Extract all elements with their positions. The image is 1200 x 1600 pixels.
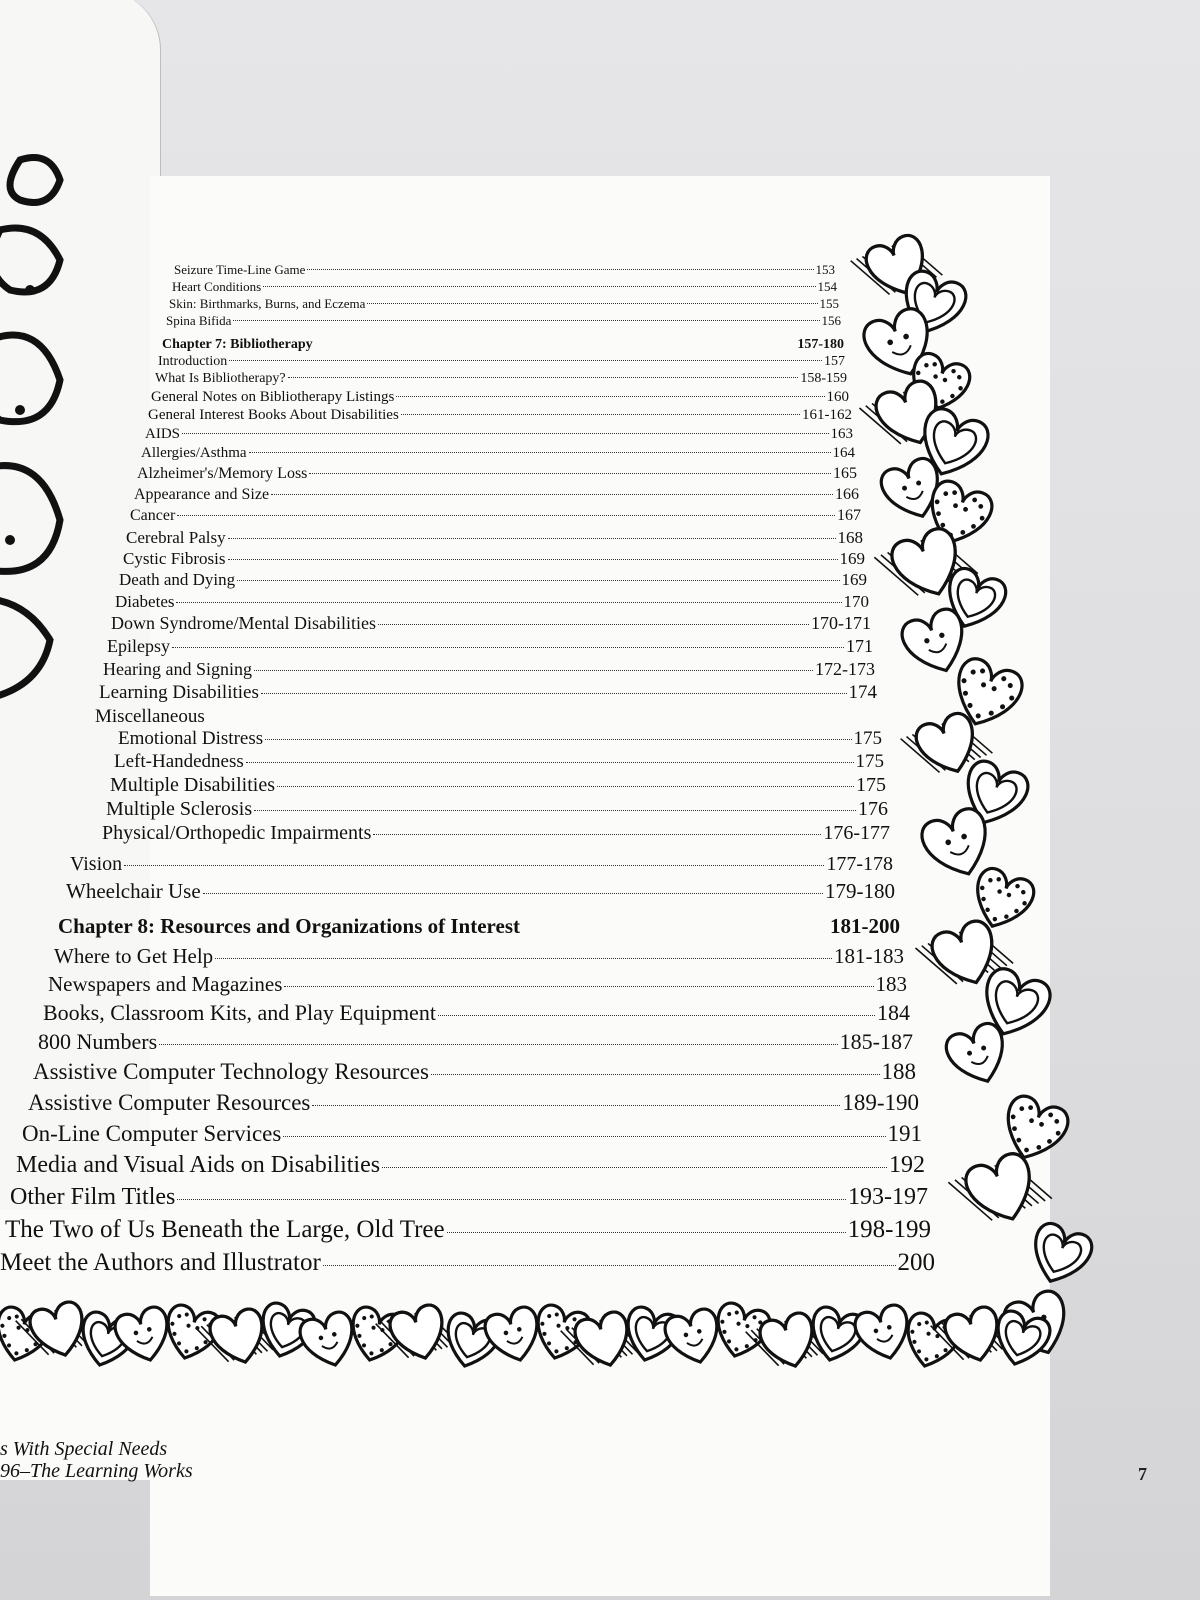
toc-entry-label: Cerebral Palsy [126, 528, 226, 547]
dot-leader [254, 670, 813, 671]
toc-entry-pages: 169 [839, 549, 865, 568]
toc-entry-label: Emotional Distress [118, 728, 264, 749]
toc-entry [103, 659, 875, 680]
toc-entry-pages: 166 [835, 486, 859, 503]
toc-entry-pages: 185-187 [839, 1029, 913, 1054]
toc-entry-pages: 183 [875, 972, 907, 996]
dot-leader [177, 1199, 846, 1200]
toc-entry-label: Hearing and Signing [103, 659, 252, 679]
dot-leader [228, 538, 836, 539]
toc-entry-pages: 193-197 [848, 1184, 928, 1210]
toc-entry-label: Death and Dying [119, 570, 236, 589]
toc-entry-pages: 171 [846, 636, 873, 656]
toc-entry [130, 507, 861, 525]
toc-entry-pages: 161-162 [802, 407, 852, 423]
toc-entry [33, 1059, 916, 1085]
toc-entry-pages: 176 [858, 798, 888, 820]
toc-entry-label: Newspapers and Magazines [48, 972, 283, 996]
toc-entry [22, 1121, 922, 1147]
dot-leader [254, 810, 856, 811]
page-number: 7 [1138, 1464, 1147, 1484]
dot-leader [284, 986, 873, 987]
footer-copyright: 96–The Learning Works [0, 1460, 193, 1482]
toc-entry-label: Epilepsy [107, 636, 170, 656]
miscellaneous-heading: Miscellaneous [95, 706, 205, 727]
toc-entry-pages: 175 [853, 728, 882, 749]
dot-leader [229, 360, 822, 361]
dot-leader [401, 414, 800, 415]
dot-leader [172, 647, 844, 648]
toc-entry [145, 426, 853, 443]
toc-entry-label: General Notes on Bibliotherapy Listings [151, 389, 395, 405]
toc-entry [114, 751, 884, 773]
dot-leader [309, 473, 831, 474]
toc-entry [148, 407, 852, 424]
toc-entry-label: Wheelchair Use [66, 879, 201, 903]
toc-entry-pages: 198-199 [847, 1216, 931, 1243]
toc-entry-pages: 188 [881, 1059, 916, 1084]
toc-entry-pages: 175 [856, 774, 886, 796]
toc-entry-label: Books, Classroom Kits, and Play Equipment [43, 1000, 436, 1025]
toc-entry [169, 296, 839, 312]
toc-entry [38, 1029, 913, 1055]
dot-leader [323, 1265, 896, 1266]
toc-entry-label: Assistive Computer Technology Resources [33, 1059, 429, 1084]
dot-leader [373, 834, 821, 835]
toc-entry-pages: 158-159 [800, 371, 847, 386]
toc-entry-pages: 179-180 [825, 879, 895, 903]
toc-entry-label: Assistive Computer Resources [28, 1090, 311, 1115]
toc-entry [115, 592, 869, 612]
dot-leader [237, 580, 839, 581]
dot-leader [233, 320, 819, 321]
toc-entry [106, 798, 888, 821]
dot-leader [249, 452, 831, 453]
dot-leader [283, 1136, 885, 1137]
dot-leader [382, 1167, 887, 1168]
chapter-pages: 157-180 [797, 337, 844, 352]
toc-entry-pages: 153 [815, 262, 835, 277]
toc-entry-label: Meet the Authors and Illustrator [0, 1249, 321, 1276]
toc-entry-pages: 174 [848, 682, 877, 703]
toc-entry-pages: 192 [889, 1152, 925, 1178]
dot-leader [228, 559, 838, 560]
toc-entry-label: Vision [70, 853, 123, 875]
toc-entry-label: General Interest Books About Disabilities [148, 407, 399, 423]
dot-leader [307, 269, 813, 270]
chapter-7-heading [162, 337, 844, 353]
toc-entry-label: Cystic Fibrosis [123, 549, 226, 568]
toc-entry-label: Seizure Time-Line Game [174, 262, 306, 277]
toc-entry-pages: 157 [824, 354, 845, 369]
toc-entry-label: On-Line Computer Services [22, 1121, 282, 1146]
toc-entry [102, 822, 890, 845]
toc-entry [166, 313, 841, 329]
dot-leader [447, 1232, 846, 1233]
chapter-title: Chapter 8: Resources and Organizations of Interest [58, 914, 520, 938]
toc-entry-pages: 164 [832, 445, 855, 461]
chapter-title: Chapter 7: Bibliotherapy [162, 337, 313, 352]
page-footer [0, 1438, 193, 1482]
toc-entry-pages: 169 [841, 570, 867, 589]
chapter-pages: 181-200 [830, 914, 900, 938]
toc-entry-pages: 155 [819, 296, 839, 311]
toc-entry-pages: 156 [821, 313, 841, 328]
toc-entry [158, 354, 845, 370]
dot-leader [203, 893, 823, 894]
toc-entry-label: Skin: Birthmarks, Burns, and Eczema [169, 296, 366, 311]
toc-entry [48, 972, 907, 997]
toc-entry-label: Allergies/Asthma [141, 445, 247, 461]
toc-entry-label: What Is Bibliotherapy? [155, 371, 286, 386]
toc-entry [10, 1184, 928, 1211]
toc-entry [110, 774, 886, 797]
toc-entry [99, 682, 877, 704]
toc-entry-pages: 154 [817, 279, 837, 294]
toc-entry-pages: 184 [877, 1000, 910, 1025]
toc-entry [118, 728, 882, 750]
toc-entry [126, 528, 863, 548]
toc-entry-label: Spina Bifida [166, 313, 232, 328]
toc-entry [43, 1000, 910, 1026]
toc-entry [155, 371, 847, 387]
dot-leader [246, 762, 854, 763]
toc-entry-label: Cancer [130, 507, 176, 524]
toc-entry-label: Other Film Titles [10, 1184, 176, 1210]
toc-entry [70, 853, 893, 876]
dot-leader [277, 786, 854, 787]
toc-entry-pages: 165 [833, 465, 857, 482]
toc-entry [66, 879, 895, 904]
dot-leader [182, 433, 828, 434]
toc-entry [119, 570, 867, 590]
toc-entry-pages: 176-177 [823, 822, 890, 844]
toc-entry [172, 279, 837, 295]
toc-entry-label: Diabetes [115, 592, 175, 611]
toc-entry [134, 486, 859, 504]
toc-entry [141, 445, 855, 462]
toc-entry-label: Physical/Orthopedic Impairments [102, 822, 372, 844]
toc-entry [16, 1152, 925, 1179]
toc-entry-label: Down Syndrome/Mental Disabilities [111, 613, 376, 633]
toc-entry-pages: 200 [897, 1249, 935, 1276]
dot-leader [261, 693, 847, 694]
footer-book-title: s With Special Needs [0, 1438, 168, 1460]
toc-entry-label: 800 Numbers [38, 1029, 158, 1054]
toc-entry-label: Heart Conditions [172, 279, 262, 294]
dot-leader [159, 1044, 838, 1045]
toc-entry-label: Multiple Disabilities [110, 774, 275, 796]
toc-entry-pages: 170 [843, 592, 869, 611]
toc-entry [123, 549, 865, 569]
dot-leader [265, 739, 851, 740]
toc-entry-label: AIDS [145, 426, 181, 442]
dot-leader [124, 865, 824, 866]
toc-entry [5, 1216, 931, 1244]
dot-leader [177, 515, 835, 516]
toc-entry-pages: 191 [887, 1121, 922, 1146]
dot-leader [271, 494, 833, 495]
dot-leader [312, 1105, 840, 1106]
toc-entry [107, 636, 873, 657]
dot-leader [396, 396, 824, 397]
dot-leader [288, 377, 799, 378]
toc-entry-label: Multiple Sclerosis [106, 798, 253, 820]
toc-entry-pages: 163 [830, 426, 853, 442]
dot-leader [431, 1074, 880, 1075]
toc-entry-pages: 181-183 [834, 944, 904, 968]
toc-entry [111, 613, 871, 634]
toc-entry-pages: 175 [855, 751, 884, 772]
toc-entry [54, 944, 904, 969]
toc-entry [174, 262, 835, 278]
toc-entry-label: Alzheimer's/Memory Loss [137, 465, 308, 482]
dot-leader [367, 303, 817, 304]
dot-leader [378, 624, 809, 625]
toc-entry-label: Media and Visual Aids on Disabilities [16, 1152, 381, 1178]
toc-entry-pages: 170-171 [811, 613, 871, 633]
toc-entry-pages: 189-190 [842, 1090, 919, 1115]
toc-entry-pages: 177-178 [826, 853, 893, 875]
chapter-8-heading [58, 914, 900, 939]
dot-leader [263, 286, 815, 287]
toc-entry [0, 1249, 935, 1277]
toc-entry-label: Learning Disabilities [99, 682, 259, 703]
toc-entry-pages: 168 [837, 528, 863, 547]
toc-entry [151, 389, 849, 406]
toc-entry-label: Where to Get Help [54, 944, 214, 968]
toc-entry [28, 1090, 919, 1116]
toc-entry-label: Left-Handedness [114, 751, 244, 772]
dot-leader [176, 602, 841, 603]
dot-leader [438, 1015, 875, 1016]
dot-leader [215, 958, 832, 959]
toc-entry-pages: 167 [837, 507, 861, 524]
toc-entry-pages: 172-173 [815, 659, 875, 679]
toc-entry-pages: 160 [826, 389, 849, 405]
toc-entry-label: The Two of Us Beneath the Large, Old Tree [5, 1216, 445, 1243]
toc-entry-label: Appearance and Size [134, 486, 270, 503]
toc-entry [137, 465, 857, 483]
toc-entry-label: Introduction [158, 354, 228, 369]
